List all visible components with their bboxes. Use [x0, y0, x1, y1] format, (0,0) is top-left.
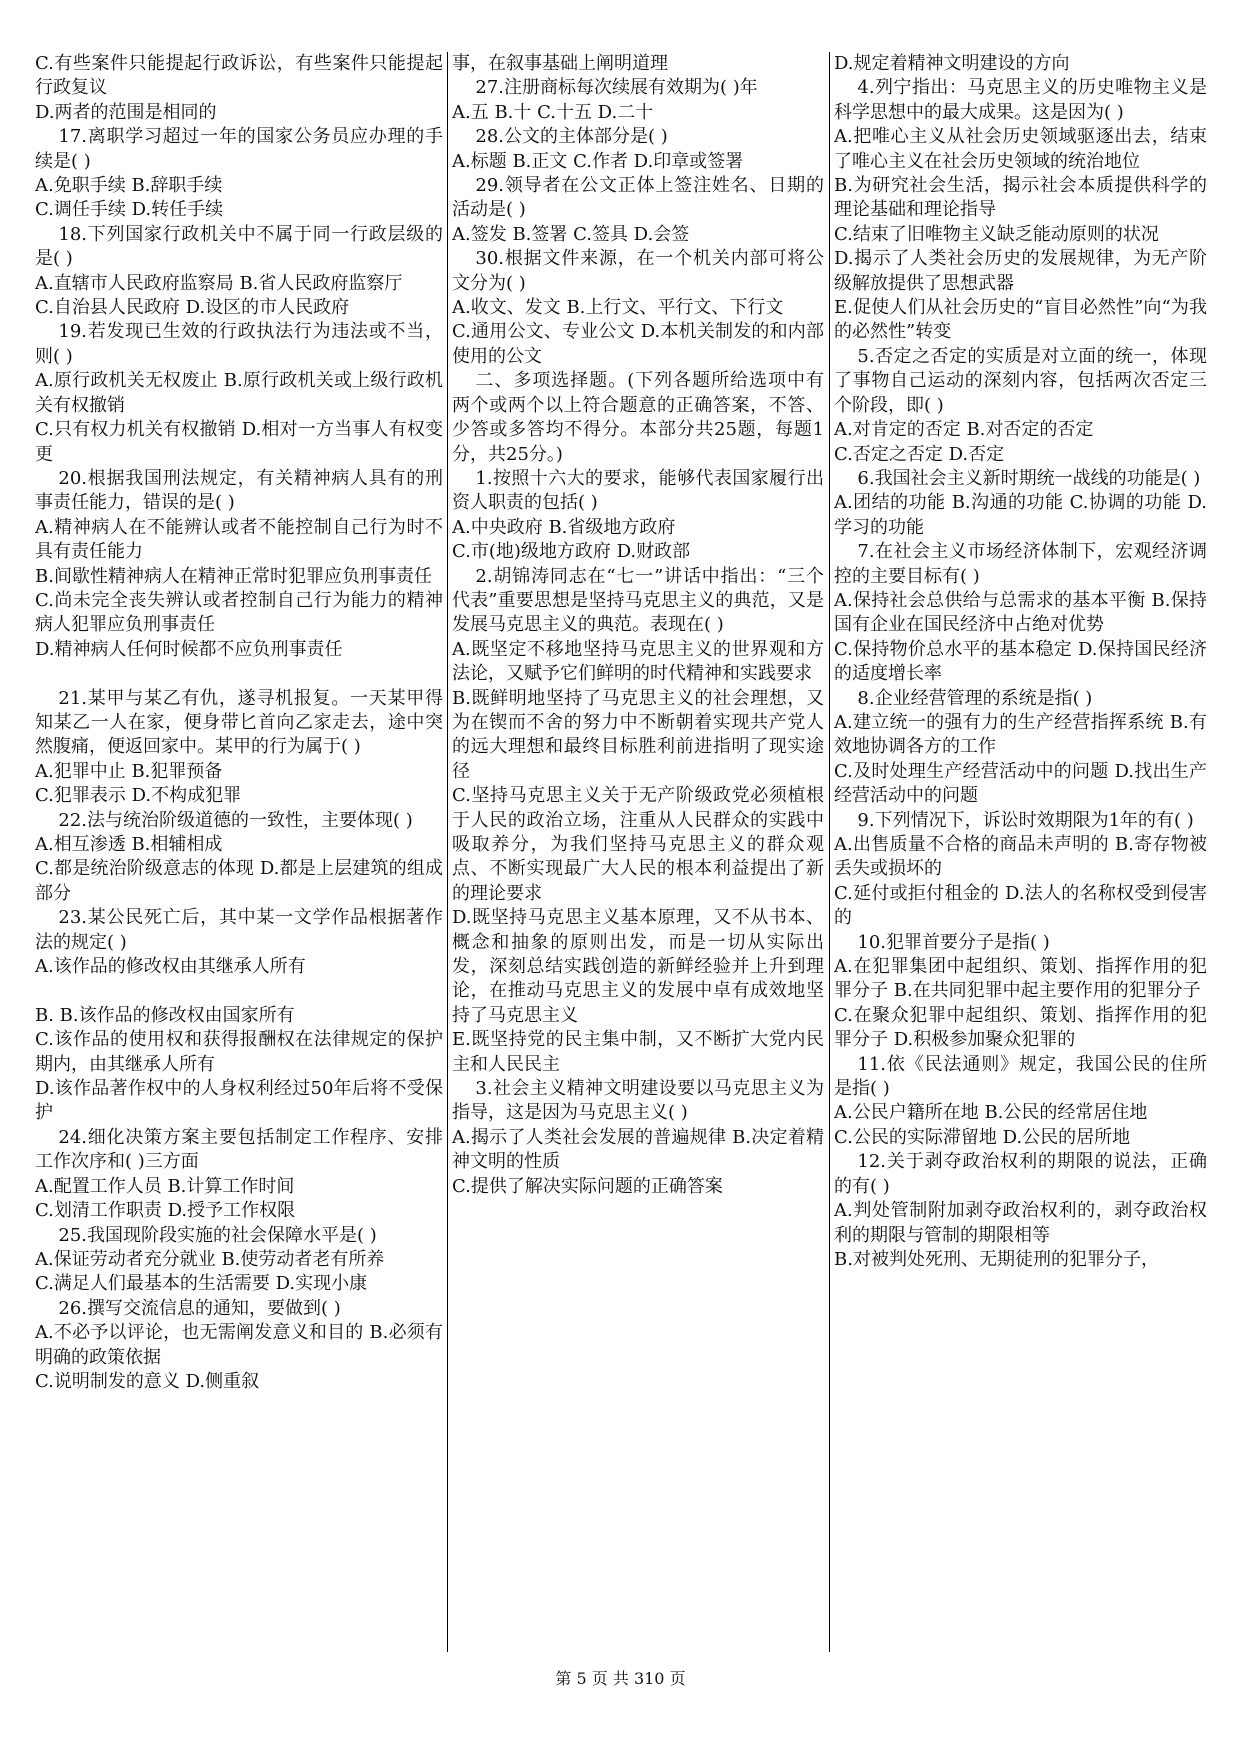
text-line: D.既坚持马克思主义基本原理，又不从书本、概念和抽象的原则出发，而是一切从实际出发，深刻总结实践创造的新鲜经验并上升到理论，在推动马克思主义的发展中卓有成效地坚持了马克思主义 — [452, 907, 824, 1026]
text-line: B.间歇性精神病人在精神正常时犯罪应负刑事责任 — [35, 565, 432, 587]
text-line: D.两者的范围是相同的 — [35, 101, 217, 123]
text-line: C.调任手续 D.转任手续 — [35, 199, 224, 221]
text-line: 10.犯罪首要分子是指( ) — [857, 931, 1050, 953]
text-line: 18.下列国家行政机关中不属于同一行政层级的是( ) — [35, 223, 443, 270]
text-line: A.该作品的修改权由其继承人所有 — [35, 956, 306, 978]
column-left — [35, 52, 443, 1652]
text-line: 11.依《民法通则》规定，我国公民的住所是指( ) — [834, 1053, 1207, 1100]
text-line: A.收文、发文 B.上行文、平行文、下行文 — [452, 297, 784, 319]
text-line: D.揭示了人类社会历史的发展规律，为无产阶级解放提供了思想武器 — [834, 248, 1207, 294]
text-line: 7.在社会主义市场经济体制下，宏观经济调控的主要目标有( ) — [834, 541, 1207, 587]
text-line: C.及时处理生产经营活动中的问题 D.找出生产经营活动中的问题 — [834, 760, 1207, 807]
text-line: A.把唯心主义从社会历史领域驱逐出去，结束了唯心主义在社会历史领域的统治地位 — [834, 126, 1207, 172]
text-line: C.该作品的使用权和获得报酬权在法律规定的保护期内，由其继承人所有 — [35, 1029, 443, 1075]
text-line: D.精神病人任何时候都不应负刑事责任 — [35, 638, 343, 660]
text-line: C.坚持马克思主义关于无产阶级政党必须植根于人民的政治立场，注重从人民群众的实践中吸取养分，为我们坚持马克思主义的群众观点、不断实现最广大人民的根本利益提出了新的理论要求 — [452, 785, 824, 904]
text-line: C.公民的实际滞留地 D.公民的居所地 — [834, 1126, 1131, 1148]
text-line: C.在聚众犯罪中起组织、策划、指挥作用的犯罪分子 D.积极参加聚众犯罪的 — [834, 1004, 1207, 1051]
text-line: B.为研究社会生活，揭示社会本质提供科学的理论基础和理论指导 — [834, 175, 1207, 221]
text-line: 9.下列情况下，诉讼时效期限为1年的有( ) — [857, 809, 1194, 831]
text-line: 30.根据文件来源，在一个机关内部可将公文分为( ) — [452, 248, 824, 294]
text-line — [35, 662, 443, 686]
text-line: 27.注册商标每次续展有效期为( )年 — [475, 77, 758, 99]
text-line: A.判处管制附加剥夺政治权利的，剥夺政治权利的期限与管制的期限相等 — [834, 1200, 1207, 1246]
text-line: 2.胡锦涛同志在“七一”讲话中指出：“三个代表”重要思想是坚持马克思主义的典范，又是发展马克思主义的典范。表现在( ) — [452, 565, 824, 636]
text-line: 20.根据我国刑法规定，有关精神病人具有的刑事责任能力，错误的是( ) — [35, 467, 443, 514]
column-divider — [447, 52, 448, 1652]
text-line: A.直辖市人民政府监察局 B.省人民政府监察厅 — [35, 272, 403, 294]
text-line: C.保持物价总水平的基本稳定 D.保持国民经济的适度增长率 — [834, 638, 1207, 685]
text-line: C.都是统治阶级意志的体现 D.都是上层建筑的组成部分 — [35, 858, 443, 904]
text-line: D.该作品著作权中的人身权利经过50年后将不受保护 — [35, 1078, 443, 1124]
text-line: A.揭示了人类社会发展的普遍规律 B.决定着精神文明的性质 — [452, 1126, 824, 1173]
text-line: C.满足人们最基本的生活需要 D.实现小康 — [35, 1273, 368, 1295]
text-line: A.五 B.十 C.十五 D.二十 — [452, 101, 654, 123]
text-line: C.提供了解决实际问题的正确答案 — [452, 1175, 723, 1197]
text-line: 25.我国现阶段实施的社会保障水平是( ) — [58, 1224, 377, 1246]
text-line: 二、多项选择题。(下列各题所给选项中有两个或两个以上符合题意的正确答案，不答、少答或多答均不得分。本部分共25题，每题1分，共25分。) — [452, 370, 824, 465]
text-line: C.说明制发的意义 D.侧重叙 — [35, 1370, 260, 1392]
text-line: A.保持社会总供给与总需求的基本平衡 B.保持国有企业在国民经济中占绝对优势 — [834, 589, 1207, 636]
text-line: 事，在叙事基础上阐明道理 — [452, 53, 668, 74]
text-line: C.尚未完全丧失辨认或者控制自己行为能力的精神病人犯罪应负刑事责任 — [35, 589, 443, 636]
text-line: E.促使人们从社会历史的“盲目必然性”向“为我的必然性”转变 — [834, 297, 1207, 343]
text-line: 24.细化决策方案主要包括制定工作程序、安排工作次序和( )三方面 — [35, 1126, 443, 1173]
column-divider — [829, 52, 830, 1652]
text-line: A.不必予以评论，也无需阐发意义和目的 B.必须有明确的政策依据 — [35, 1322, 443, 1368]
text-line: 26.撰写交流信息的通知，要做到( ) — [58, 1297, 341, 1319]
text-line: 3.社会主义精神文明建设要以马克思主义为指导，这是因为马克思主义( ) — [452, 1078, 824, 1124]
text-line: C.否定之否定 D.否定 — [834, 443, 1005, 465]
text-line: A.团结的功能 B.沟通的功能 C.协调的功能 D.学习的功能 — [834, 492, 1207, 538]
text-line: A.保证劳动者充分就业 B.使劳动者老有所养 — [35, 1248, 385, 1270]
text-line — [35, 979, 443, 1003]
text-line: 22.法与统治阶级道德的一致性，主要体现( ) — [58, 809, 413, 831]
text-line: A.配置工作人员 B.计算工作时间 — [35, 1175, 295, 1197]
text-line: 23.某公民死亡后，其中某一文学作品根据著作法的规定( ) — [35, 907, 443, 953]
text-line: C.通用公文、专业公文 D.本机关制发的和内部使用的公文 — [452, 321, 824, 367]
column-middle — [452, 52, 824, 1652]
text-line: A.精神病人在不能辨认或者不能控制自己行为时不具有责任能力 — [35, 516, 443, 563]
text-line: A.免职手续 B.辞职手续 — [35, 175, 223, 197]
text-line: 21.某甲与某乙有仇，遂寻机报复。一天某甲得知某乙一人在家，便身带匕首向乙家走去，途中突然腹痛，便返回家中。某甲的行为属于( ) — [35, 687, 443, 758]
text-line: C.有些案件只能提起行政诉讼，有些案件只能提起行政复议 — [35, 53, 443, 99]
text-line: 19.若发现已生效的行政执法行为违法或不当，则( ) — [35, 321, 443, 367]
text-line: 4.列宁指出：马克思主义的历史唯物主义是科学思想中的最大成果。这是因为( ) — [834, 77, 1207, 123]
text-line: 8.企业经营管理的系统是指( ) — [857, 687, 1093, 709]
text-line: 12.关于剥夺政治权利的期限的说法，正确的有( ) — [834, 1151, 1207, 1197]
text-line: A.签发 B.签署 C.签具 D.会签 — [452, 223, 690, 245]
text-line: A.中央政府 B.省级地方政府 — [452, 516, 676, 538]
column-right — [834, 52, 1207, 1652]
document-page — [35, 52, 1207, 1652]
text-line: A.原行政机关无权废止 B.原行政机关或上级行政机关有权撤销 — [35, 370, 443, 416]
text-line: A.犯罪中止 B.犯罪预备 — [35, 760, 223, 782]
text-line: C.只有权力机关有权撤销 D.相对一方当事人有权变更 — [35, 419, 443, 465]
text-line: 28.公文的主体部分是( ) — [475, 126, 668, 148]
text-line: B.对被判处死刑、无期徒刑的犯罪分子， — [834, 1248, 1159, 1270]
text-line: A.在犯罪集团中起组织、策划、指挥作用的犯罪分子 B.在共同犯罪中起主要作用的犯罪分子 — [834, 956, 1207, 1002]
text-line: D.规定着精神文明建设的方向 — [834, 53, 1070, 74]
text-line: B.既鲜明地坚持了马克思主义的社会理想，又为在锲而不舍的努力中不断朝着实现共产党人的远大理想和最终目标胜利前进指明了现实途径 — [452, 687, 824, 782]
text-line: 5.否定之否定的实质是对立面的统一，体现了事物自己运动的深刻内容，包括两次否定三个阶段，即( ) — [834, 345, 1207, 416]
page-footer: 第 5 页 共 310 页 — [555, 1669, 686, 1688]
text-line: C.结束了旧唯物主义缺乏能动原则的状况 — [834, 223, 1159, 245]
text-line: A.既坚定不移地坚持马克思主义的世界观和方法论，又赋予它们鲜明的时代精神和实践要求 — [452, 638, 824, 685]
text-line: 29.领导者在公文正体上签注姓名、日期的活动是( ) — [452, 175, 824, 221]
text-line: B. B.该作品的修改权由国家所有 — [35, 1004, 295, 1026]
text-line: A.相互渗透 B.相辅相成 — [35, 834, 223, 855]
text-line: A.出售质量不合格的商品未声明的 B.寄存物被丢失或损坏的 — [834, 834, 1207, 880]
text-line: A.对肯定的否定 B.对否定的否定 — [834, 419, 1094, 441]
text-line: C.延付或拒付租金的 D.法人的名称权受到侵害的 — [834, 882, 1207, 929]
text-line: A.建立统一的强有力的生产经营指挥系统 B.有效地协调各方的工作 — [834, 711, 1207, 758]
text-line: A.公民户籍所在地 B.公民的经常居住地 — [834, 1102, 1148, 1124]
text-line: C.市(地)级地方政府 D.财政部 — [452, 541, 691, 563]
text-line: 6.我国社会主义新时期统一战线的功能是( ) — [857, 467, 1201, 489]
text-line: C.划清工作职责 D.授予工作权限 — [35, 1200, 296, 1222]
text-line: 1.按照十六大的要求，能够代表国家履行出资人职责的包括( ) — [452, 467, 824, 514]
text-line: C.自治县人民政府 D.设区的市人民政府 — [35, 297, 350, 319]
text-line: 17.离职学习超过一年的国家公务员应办理的手续是( ) — [35, 126, 443, 172]
text-line: A.标题 B.正文 C.作者 D.印章或签署 — [452, 150, 744, 172]
text-line: C.犯罪表示 D.不构成犯罪 — [35, 785, 242, 807]
text-line: E.既坚持党的民主集中制，又不断扩大党内民主和人民民主 — [452, 1029, 824, 1075]
